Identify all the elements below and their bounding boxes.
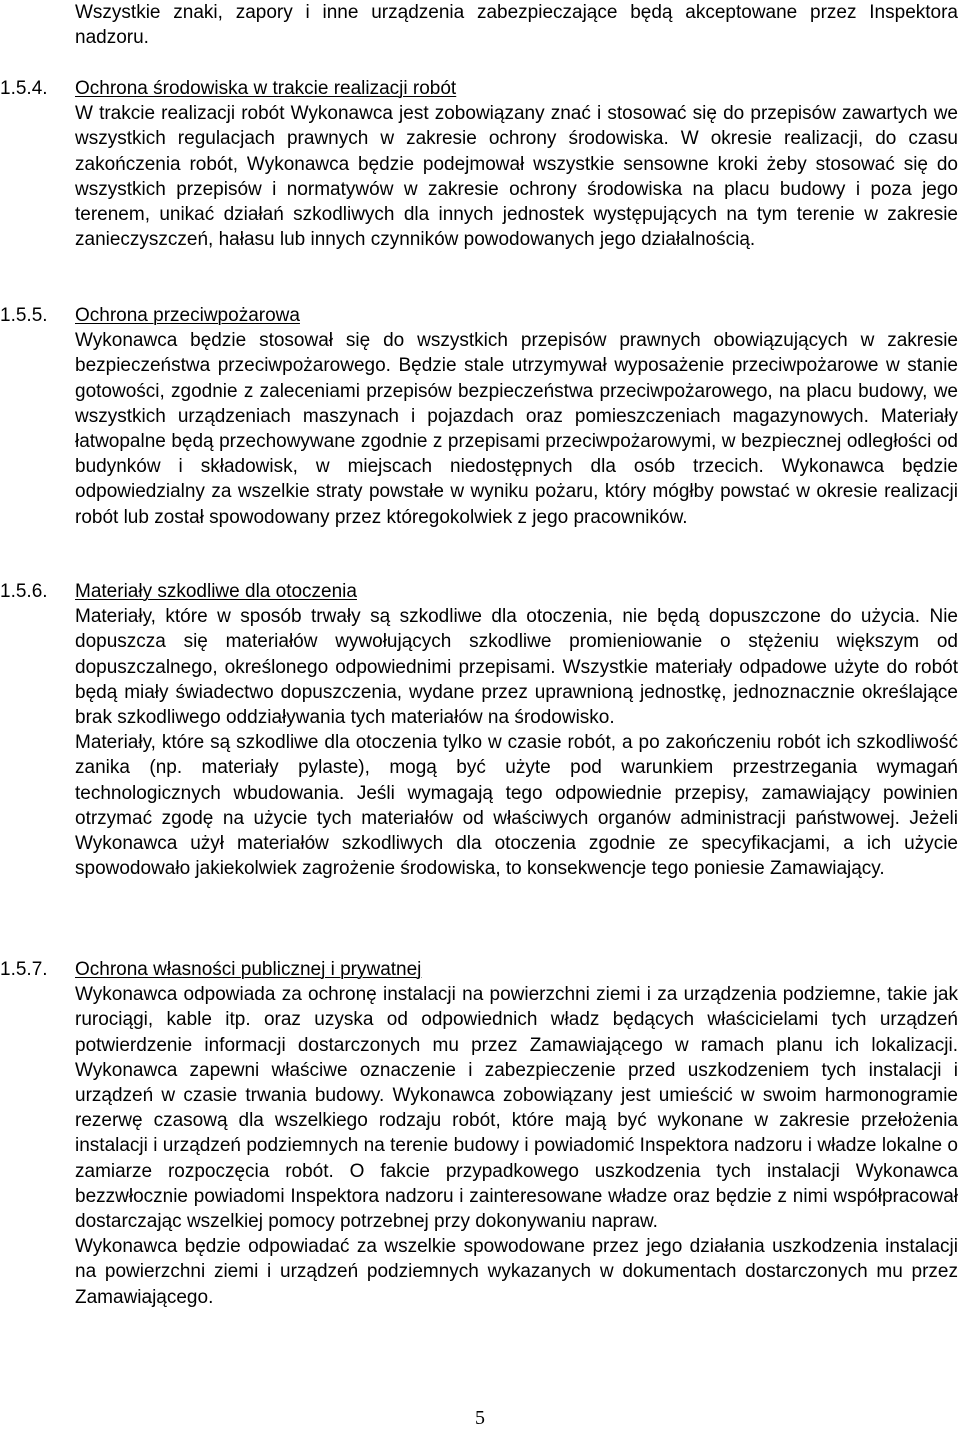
section-title: Ochrona przeciwpożarowa <box>75 305 300 326</box>
section-number: 1.5.7. <box>0 959 48 980</box>
section-body <box>75 76 958 252</box>
section-paragraph: W trakcie realizacji robót Wykonawca jest zobowiązany znać i stosować się do przepisów zawartych we wszystkich regulacjach prawnych w zakresie ochrony środowiska. W okresie realizacji, do czasu zakończenia robót, Wykonawca będzie podejmował wszystkie sensowne kroki żeby stosować się do wszystkich przepisów i normatywów w zakresie ochrony środowiska na placu budowy i poza jego terenem, unikać działań szkodliwych dla innych jednostek występujących na tym terenie w zakresie zanieczyszczeń, hałasu lub innych czynników powodowanych jego działalnością. <box>75 103 958 251</box>
section-paragraph: Wykonawca będzie stosował się do wszystkich przepisów prawnych obowiązujących w zakresie bezpieczeństwa przeciwpożarowego. Będzie stale utrzymywał wyposażenie przeciwpożarowe w stanie gotowości, zgodnie z zaleceniami przepisów bezpieczeństwa przeciwpożarowego, na placu budowy, we wszystkich urządzeniach maszynach i pojazdach oraz pomieszczeniach magazynowych. Materiały łatwopalne będą przechowywane zgodnie z przepisami przeciwpożarowymi, w bezpiecznej odległości od budynków i składowisk, w miejscach niedostępnych dla osób trzecich. Wykonawca będzie odpowiedzialny za wszelkie straty powstałe w wyniku pożaru, który mógłby powstać w okresie realizacji robót lub został spowodowany przez któregokolwiek z jego pracowników. <box>75 330 958 528</box>
section-title: Materiały szkodliwe dla otoczenia <box>75 581 357 602</box>
section-body <box>75 303 958 530</box>
section-number: 1.5.6. <box>0 581 48 602</box>
section-number: 1.5.4. <box>0 78 48 99</box>
section-paragraph: Wykonawca odpowiada za ochronę instalacji na powierzchni ziemi i za urządzenia podziemne, takie jak rurociągi, kable itp. oraz uzyska od odpowiednich władz będących właścicielami tych urządzeń potwierdzenie informacji dostarczonych mu przez Zamawiającego w ramach planu ich lokalizacji. Wykonawca zapewni właściwe oznaczenie i zabezpieczenie przed uszkodzeniem tych instalacji i urządzeń w czasie trwania budowy. Wykonawca zobowiązany jest umieścić w swoim harmonogramie rezerwę czasową dla wszelkiego rodzaju robót, które mają być wykonane w zakresie przełożenia instalacji i urządzeń podziemnych na terenie budowy i powiadomić Inspektora nadzoru i władze lokalne o zamiarze rozpoczęcia robót. O fakcie przypadkowego uszkodzenia tych instalacji Wykonawca bezzwłocznie powiadomi Inspektora nadzoru i zainteresowane władze oraz będzie z nimi współpracował dostarczając wszelkiej pomocy potrzebnej przy dokonywaniu napraw. <box>75 984 958 1233</box>
section-body <box>75 579 958 881</box>
section-title: Ochrona środowiska w trakcie realizacji robót <box>75 78 457 99</box>
section-paragraph: Materiały, które są szkodliwe dla otoczenia tylko w czasie robót, a po zakończeniu robót ich szkodliwość zanika (np. materiały pylaste), mogą być użyte pod warunkiem przestrzegania wymagań technologicznych wbudowania. Jeśli wymagają tego odpowiednie przepisy, zamawiający powinien otrzymać zgodę na użycie tych materiałów od właściwych organów administracji państwowej. Jeżeli Wykonawca użył materiałów szkodliwych dla otoczenia zgodnie ze specyfikacjami, a ich użycie spowodowało jakiekolwiek zagrożenie środowiska, to konsekwencje tego poniesie Zamawiający. <box>75 732 958 880</box>
section-paragraph: Wykonawca będzie odpowiadać za wszelkie spowodowane przez jego działania uszkodzenia instalacji na powierzchni ziemi i urządzeń podziemnych wykazanych w dokumentach dostarczonych mu przez Zamawiającego. <box>75 1236 958 1308</box>
section-number: 1.5.5. <box>0 305 48 326</box>
section-paragraph: Materiały, które w sposób trwały są szkodliwe dla otoczenia, nie będą dopuszczone do użycia. Nie dopuszcza się materiałów wywołujących szkodliwe promieniowanie o stężeniu większym od dopuszczalnego, określonego odpowiednimi przepisami. Wszystkie materiały odpadowe użyte do robót będą miały świadectwo dopuszczenia, wydane przez uprawnioną jednostkę, jednoznacznie określające brak szkodliwego oddziaływania tych materiałów na środowisko. <box>75 606 958 729</box>
page-number: 5 <box>475 1407 485 1429</box>
section-title: Ochrona własności publicznej i prywatnej <box>75 959 422 980</box>
section-body <box>75 957 958 1310</box>
intro-paragraph: Wszystkie znaki, zapory i inne urządzenia zabezpieczające będą akceptowane przez Inspektora nadzoru. <box>75 2 958 49</box>
